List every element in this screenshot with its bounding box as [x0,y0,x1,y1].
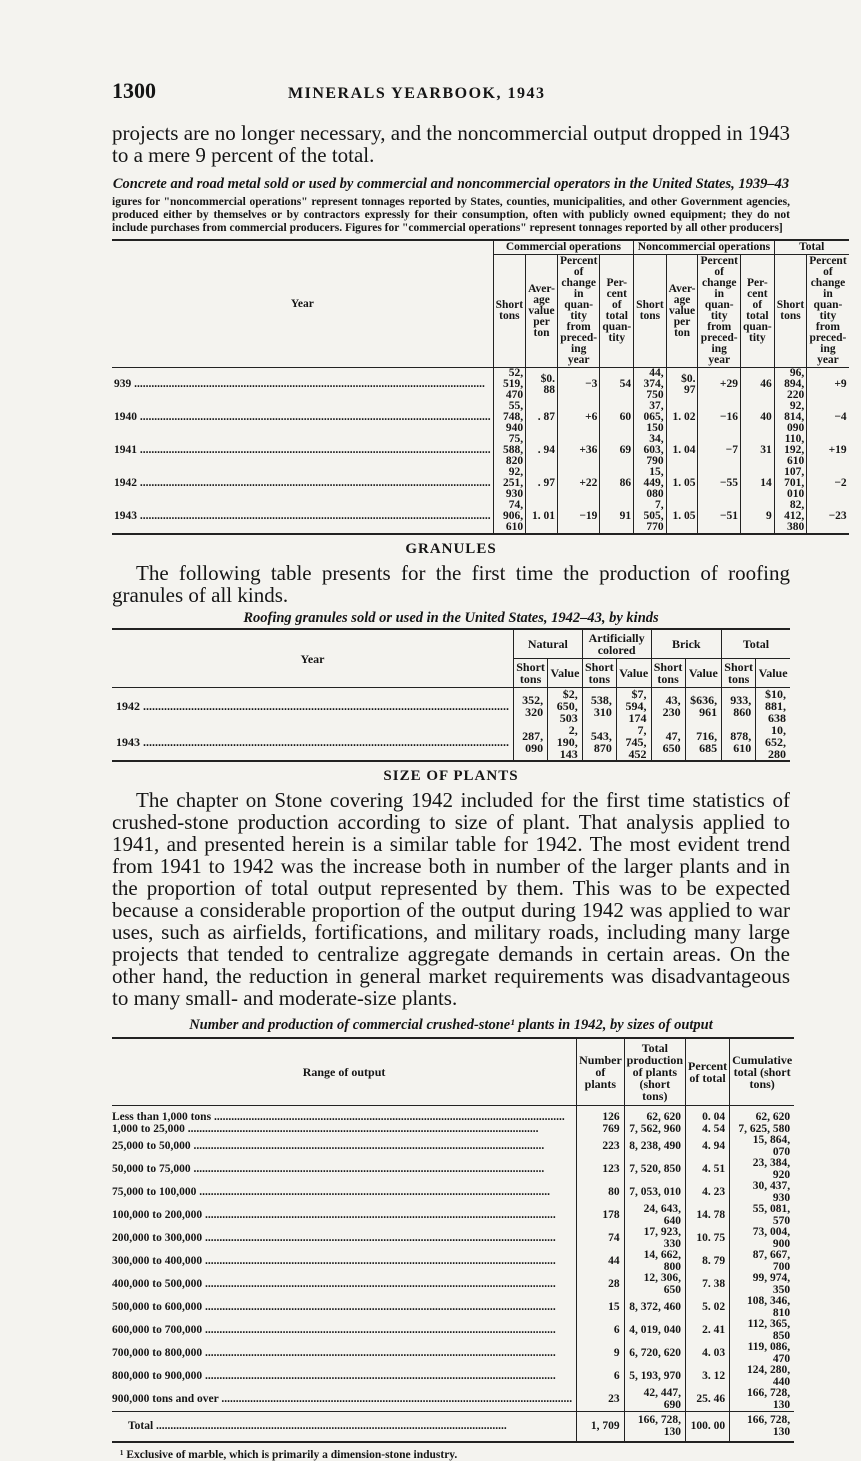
table1-caption: Concrete and road metal sold or used by commercial and noncommercial operators in the United States, 1939–43 [112,176,790,192]
table-cell: 287, 090 [514,724,548,761]
table-cell: +19 [807,434,849,467]
table-cell: −2 [807,467,849,500]
group-commercial: Commercial operations [493,240,634,255]
table-cell: 878, 610 [722,724,756,761]
row-year: 1943 ..... [112,500,493,534]
table-cell: 1. 01 [526,500,558,534]
table-cell: 28 [577,1273,624,1296]
table-cell: −51 [698,500,740,534]
column-header: Percent of change in quan-tity from preced-ing year [698,255,740,368]
range-label: 400,000 to 500,000 ..... [112,1273,577,1296]
table-cell: 55, 748, 940 [493,401,525,434]
table-cell: −16 [698,401,740,434]
table-cell: 119, 086, 470 [730,1342,795,1365]
table-cell: 74, 906, 610 [493,500,525,534]
table-cell: −7 [698,434,740,467]
table-cell: 60 [600,401,634,434]
column-header: Short tons [774,255,806,368]
range-label: 200,000 to 300,000 ..... [112,1227,577,1250]
table-cell: 933, 860 [722,688,756,725]
table-cell: 6 [577,1319,624,1342]
table-row [112,1342,794,1365]
roofing-granules-table [112,628,790,762]
table-row [112,1124,794,1136]
column-header: Number of plants [577,1038,624,1106]
table-cell: 178 [577,1204,624,1227]
page-header [112,78,790,104]
column-header: Range of output [112,1038,577,1106]
table-cell: 9 [577,1342,624,1365]
row-year: 1941 ..... [112,434,493,467]
table-cell: 9 [740,500,774,534]
column-header: Value [756,659,790,688]
table-cell: 1. 04 [666,434,698,467]
column-header: Short tons [582,659,616,688]
table-row [112,467,849,500]
table-cell: 12, 306, 650 [624,1273,685,1296]
group-natural: Natural [514,629,583,659]
table-row [112,688,790,725]
column-header: Per-cent of total quan-tity [740,255,774,368]
intro-paragraph: projects are no longer necessary, and the noncommercial output dropped in 1943 to a mere 9 percent of the total. [112,121,790,167]
table-cell: 223 [577,1135,624,1158]
table-cell: 10. 75 [686,1227,730,1250]
total-row [112,1412,794,1443]
table-row [112,434,849,467]
table-row [112,1135,794,1158]
table-cell: −23 [807,500,849,534]
table-cell: 7, 520, 850 [624,1158,685,1181]
table-cell: $0. 88 [526,368,558,402]
table-cell: 6, 720, 620 [624,1342,685,1365]
table-cell: 538, 310 [582,688,616,725]
table-cell: 43, 230 [651,688,685,725]
table-cell: 37, 065, 150 [634,401,666,434]
table-cell: 92, 251, 930 [493,467,525,500]
table-cell: 126 [577,1112,624,1124]
table-cell: 23, 384, 920 [730,1158,795,1181]
table-cell: 82, 412, 380 [774,500,806,534]
group-noncommercial: Noncommercial operations [634,240,775,255]
total-label: Total ..... [112,1412,577,1443]
table-cell: 40 [740,401,774,434]
table-cell: +29 [698,368,740,402]
table-cell: 52, 519, 470 [493,368,525,402]
table-cell: 47, 650 [651,724,685,761]
table-row [112,1250,794,1273]
table-cell: 75, 588, 820 [493,434,525,467]
table-cell: 17, 923, 330 [624,1227,685,1250]
granules-paragraph: The following table presents for the first time the production of roofing granules of all kinds. [112,561,790,607]
size-of-plants-paragraph: The chapter on Stone covering 1942 included for the first time statistics of crushed-stone production according to size of plant. That analysis applied to 1941, and presented herein is a similar table for 1942. The most evident trend from 1941 to 1942 was the increase both in number of the larger plants and in the proportion of total output represented by them. This was to be expected because a considerable proportion of the output during 1942 was applied to war uses, such as airfields, fortifications, and military roads, including many large projects that tended to centralize aggregate demands in certain areas. On the other hand, the reduction in general market requirements was disadvantageous to many small- and moderate-size plants. [112,788,790,1010]
table-cell: −4 [807,401,849,434]
table-cell: 4. 94 [686,1135,730,1158]
column-header: Percent of change in quan-tity from preced-ing year [557,255,599,368]
table-cell: 716, 685 [685,724,721,761]
table-row [112,1181,794,1204]
table-cell: 108, 346, 810 [730,1296,795,1319]
total-cell: 1, 709 [577,1412,624,1443]
range-label: 600,000 to 700,000 ..... [112,1319,577,1342]
column-header: Short tons [722,659,756,688]
table-cell: 112, 365, 850 [730,1319,795,1342]
table-cell: +22 [557,467,599,500]
total-cell: 166, 728, 130 [624,1412,685,1443]
table2-caption: Roofing granules sold or used in the United States, 1942–43, by kinds [243,610,659,626]
range-label: 1,000 to 25,000 ..... [112,1124,577,1136]
column-header: Percent of change in quan-tity from preced-ing year [807,255,849,368]
table-row [112,1388,794,1412]
table-cell: 62, 620 [730,1112,795,1124]
table-cell: $10, 881, 638 [756,688,790,725]
table-row [112,1112,794,1124]
range-label: 500,000 to 600,000 ..... [112,1296,577,1319]
table-cell: 7, 053, 010 [624,1181,685,1204]
table-cell: 99, 974, 350 [730,1273,795,1296]
table-cell: 1. 02 [666,401,698,434]
table-cell: 166, 728, 130 [730,1388,795,1412]
table-row [112,1365,794,1388]
table-row [112,1204,794,1227]
row-year: 1942 ..... [112,688,514,725]
total-cell: 166, 728, 130 [730,1412,795,1443]
table-cell: 91 [600,500,634,534]
table-cell: 44 [577,1250,624,1273]
table-cell: 24, 643, 640 [624,1204,685,1227]
table-cell: 4. 03 [686,1342,730,1365]
column-header: Aver-age value per ton [526,255,558,368]
column-header: Total production of plants (short tons) [624,1038,685,1106]
table-cell: 34, 603, 790 [634,434,666,467]
column-header: Short tons [651,659,685,688]
table-cell: 107, 701, 010 [774,467,806,500]
table-cell: −3 [557,368,599,402]
table-cell: +6 [557,401,599,434]
table-cell: $636, 961 [685,688,721,725]
table-cell: 5. 02 [686,1296,730,1319]
table-cell: 10, 652, 280 [756,724,790,761]
table-cell: 15, 864, 070 [730,1135,795,1158]
page-number: 1300 [112,78,156,103]
table-cell: 6 [577,1365,624,1388]
table-cell: 69 [600,434,634,467]
column-header: Percent of total [686,1038,730,1106]
table-cell: 25. 46 [686,1388,730,1412]
table-cell: 123 [577,1158,624,1181]
column-header: Short tons [634,255,666,368]
table-row [112,724,790,761]
table-cell: 2, 190, 143 [548,724,583,761]
table-cell: 2. 41 [686,1319,730,1342]
row-year: 939 ..... [112,368,493,402]
table-cell: 42, 447, 690 [624,1388,685,1412]
table-cell: +9 [807,368,849,402]
table-row [112,1296,794,1319]
column-header: Cumulative total (short tons) [730,1038,795,1106]
col-year: Year [112,629,514,688]
table-cell: . 87 [526,401,558,434]
table-cell: 7, 625, 580 [730,1124,795,1136]
group-total: Total [722,629,790,659]
table-row [112,1227,794,1250]
column-header: Short tons [493,255,525,368]
table-cell: 7, 505, 770 [634,500,666,534]
column-header: Value [685,659,721,688]
table-row [112,500,849,534]
table-cell: 86 [600,467,634,500]
table-cell: 1. 05 [666,467,698,500]
document-page [112,78,847,1461]
table-cell: 543, 870 [582,724,616,761]
table-cell: 1. 05 [666,500,698,534]
table-cell: 23 [577,1388,624,1412]
table-row [112,368,849,402]
range-label: 700,000 to 800,000 ..... [112,1342,577,1365]
range-label: 25,000 to 50,000 ..... [112,1135,577,1158]
table-cell: 54 [600,368,634,402]
table-cell: 14 [740,467,774,500]
table-row [112,1273,794,1296]
table-cell: $0. 97 [666,368,698,402]
table-cell: $2, 650, 503 [548,688,583,725]
table-cell: 4. 51 [686,1158,730,1181]
table-cell: . 97 [526,467,558,500]
range-label: 300,000 to 400,000 ..... [112,1250,577,1273]
table-cell: 110, 192, 610 [774,434,806,467]
table-cell: 8, 372, 460 [624,1296,685,1319]
column-header: Value [616,659,651,688]
table-cell: +36 [557,434,599,467]
crushed-stone-plants-table [112,1037,794,1443]
table-cell: 0. 04 [686,1112,730,1124]
range-label: 75,000 to 100,000 ..... [112,1181,577,1204]
table-cell: 15, 449, 080 [634,467,666,500]
table-cell: 4. 23 [686,1181,730,1204]
table-cell: 31 [740,434,774,467]
range-label: 100,000 to 200,000 ..... [112,1204,577,1227]
total-cell: 100. 00 [686,1412,730,1443]
table-cell: 73, 004, 900 [730,1227,795,1250]
table-cell: 8, 238, 490 [624,1135,685,1158]
table-cell: 62, 620 [624,1112,685,1124]
row-year: 1943 ..... [112,724,514,761]
column-header: Aver-age value per ton [666,255,698,368]
table-cell: 4, 019, 040 [624,1319,685,1342]
row-year: 1940 ..... [112,401,493,434]
table-row [112,401,849,434]
granules-heading: GRANULES [405,541,497,557]
table-cell: 92, 814, 090 [774,401,806,434]
table-row [112,1319,794,1342]
table-cell: 87, 667, 700 [730,1250,795,1273]
group-total: Total [774,240,848,255]
running-title: MINERALS YEARBOOK, 1943 [288,85,546,102]
col-year: Year [112,240,493,368]
table-cell: 14, 662, 800 [624,1250,685,1273]
table-cell: 352, 320 [514,688,548,725]
table-cell: 46 [740,368,774,402]
table-cell: 124, 280, 440 [730,1365,795,1388]
table-cell: −55 [698,467,740,500]
table-cell: 4. 54 [686,1124,730,1136]
column-header: Short tons [514,659,548,688]
table-cell: 14. 78 [686,1204,730,1227]
table-cell: 80 [577,1181,624,1204]
column-header: Per-cent of total quan-tity [600,255,634,368]
table-cell: 769 [577,1124,624,1136]
table-cell: 7. 38 [686,1273,730,1296]
table-cell: . 94 [526,434,558,467]
table-cell: −19 [557,500,599,534]
table-cell: 3. 12 [686,1365,730,1388]
column-header: Value [548,659,583,688]
range-label: Less than 1,000 tons ..... [112,1112,577,1124]
group-artificially-colored: Artificially colored [582,629,651,659]
concrete-road-metal-table [112,239,849,535]
table-row [112,1158,794,1181]
table-cell: 7, 745, 452 [616,724,651,761]
range-label: 900,000 tons and over ..... [112,1388,577,1412]
table3-caption: Number and production of commercial crushed-stone¹ plants in 1942, by sizes of output [189,1017,713,1033]
table-cell: 55, 081, 570 [730,1204,795,1227]
table-cell: 15 [577,1296,624,1319]
table1-note: igures for "noncommercial operations" represent tonnages reported by States, counties, municipalities, and other Government agencies, produced either by themselves or by contractors expressly for their consumption, often with publicly owned equipment; they do not include purchases from commercial producers. Figures for "commercial operations" represent tonnages reported by all other producers] [112,196,790,234]
table-cell: 30, 437, 930 [730,1181,795,1204]
table-cell: $7, 594, 174 [616,688,651,725]
table-cell: 8. 79 [686,1250,730,1273]
group-brick: Brick [651,629,722,659]
range-label: 800,000 to 900,000 ..... [112,1365,577,1388]
table-cell: 44, 374, 750 [634,368,666,402]
table-cell: 5, 193, 970 [624,1365,685,1388]
row-year: 1942 ..... [112,467,493,500]
table3-footnote: ¹ Exclusive of marble, which is primarily a dimension-stone industry. [120,1449,458,1461]
size-of-plants-heading: SIZE OF PLANTS [383,768,519,784]
table-cell: 96, 894, 220 [774,368,806,402]
table-cell: 7, 562, 960 [624,1124,685,1136]
range-label: 50,000 to 75,000 ..... [112,1158,577,1181]
table-cell: 74 [577,1227,624,1250]
